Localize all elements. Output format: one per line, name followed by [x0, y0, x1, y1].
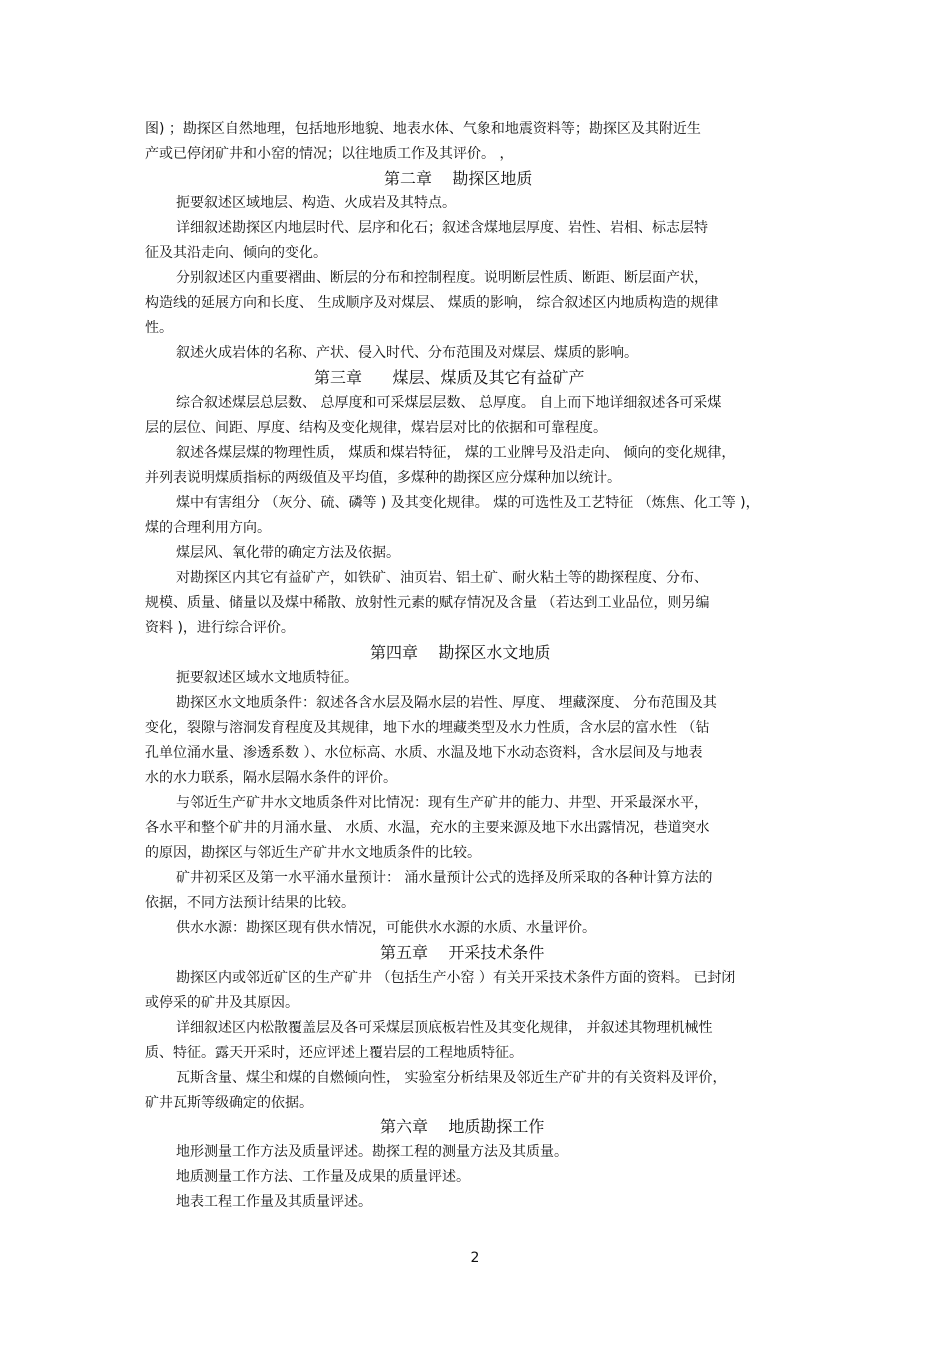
text-line: 详细叙述勘探区内地层时代、层序和化石；叙述含煤地层厚度、岩性、岩相、标志层特 — [176, 220, 708, 236]
text-line: 地形测量工作方法及质量评述。勘探工程的测量方法及其质量。 — [176, 1144, 568, 1160]
chapter-3-heading: 第三章 煤层、煤质及其它有益矿产 — [314, 368, 585, 387]
text-line: 孔单位涌水量、渗透系数 ）、水位标高、水质、水温及地下水动态资料，含水层间及与地表 — [145, 745, 703, 761]
text-line: 瓦斯含量、煤尘和煤的自燃倾向性， 实验室分析结果及邻近生产矿井的有关资料及评价， — [176, 1070, 727, 1086]
text-line: 图) ；勘探区自然地理，包括地形地貌、地表水体、气象和地震资料等；勘探区及其附近生 — [145, 121, 701, 137]
text-line: 构造线的延展方向和长度、 生成顺序及对煤层、 煤质的影响， 综合叙述区内地质构造的规律 — [145, 295, 719, 311]
text-line: 叙述火成岩体的名称、产状、侵入时代、分布范围及对煤层、煤质的影响。 — [176, 345, 638, 361]
text-line: 变化，裂隙与溶洞发育程度及其规律，地下水的埋藏类型及水力性质，含水层的富水性 （钻 — [145, 720, 710, 736]
text-line: 性。 — [145, 320, 173, 336]
text-line: 勘探区水文地质条件：叙述各含水层及隔水层的岩性、厚度、 埋藏深度、 分布范围及其 — [176, 695, 717, 711]
text-line: 对勘探区内其它有益矿产，如铁矿、油页岩、铝土矿、耐火粘土等的勘探程度、分布、 — [176, 570, 708, 586]
text-line: 依据，不同方法预计结果的比较。 — [145, 895, 355, 911]
text-line: 煤层风、氧化带的确定方法及依据。 — [176, 545, 400, 561]
chapter-5-heading: 第五章 开采技术条件 — [380, 943, 545, 962]
text-line: 水的水力联系，隔水层隔水条件的评价。 — [145, 770, 397, 786]
text-line: 煤中有害组分 （灰分、硫、磷等 ) 及其变化规律。 煤的可选性及工艺特征 （炼焦、化工等 )， — [176, 495, 760, 511]
text-line: 资料 )，进行综合评价。 — [145, 620, 295, 636]
text-line: 煤的合理利用方向。 — [145, 520, 271, 536]
text-line: 矿井瓦斯等级确定的依据。 — [145, 1095, 313, 1111]
text-line: 与邻近生产矿井水文地质条件对比情况：现有生产矿井的能力、井型、开采最深水平， — [176, 795, 708, 811]
text-line: 地质测量工作方法、工作量及成果的质量评述。 — [176, 1169, 470, 1185]
chapter-6-heading: 第六章 地质勘探工作 — [380, 1117, 545, 1136]
text-line: 产或已停闭矿井和小窑的情况；以往地质工作及其评价。 ， — [145, 146, 514, 162]
text-line: 的原因，勘探区与邻近生产矿井水文地质条件的比较。 — [145, 845, 481, 861]
chapter-4-heading: 第四章 勘探区水文地质 — [370, 643, 551, 662]
text-line: 扼要叙述区域水文地质特征。 — [176, 670, 358, 686]
text-line: 叙述各煤层煤的物理性质， 煤质和煤岩特征， 煤的工业牌号及沿走向、 倾向的变化规律， — [176, 445, 736, 461]
text-line: 矿井初采区及第一水平涌水量预计： 涌水量预计公式的选择及所采取的各种计算方法的 — [176, 870, 713, 886]
text-line: 或停采的矿井及其原因。 — [145, 995, 299, 1011]
text-line: 并列表说明煤质指标的两级值及平均值，多煤种的勘探区应分煤种加以统计。 — [145, 470, 621, 486]
text-line: 综合叙述煤层总层数、 总厚度和可采煤层层数、 总厚度。 自上而下地详细叙述各可采煤 — [176, 395, 722, 411]
text-line: 详细叙述区内松散覆盖层及各可采煤层顶底板岩性及其变化规律， 并叙述其物理机械性 — [176, 1020, 713, 1036]
text-line: 分别叙述区内重要褶曲、断层的分布和控制程度。说明断层性质、断距、断层面产状， — [176, 270, 708, 286]
page-number: 2 — [470, 1250, 480, 1266]
chapter-2-heading: 第二章 勘探区地质 — [384, 169, 533, 188]
text-line: 规模、质量、储量以及煤中稀散、放射性元素的赋存情况及含量 （若达到工业品位，则另编 — [145, 595, 710, 611]
text-line: 征及其沿走向、倾向的变化。 — [145, 245, 327, 261]
text-line: 层的层位、间距、厚度、结构及变化规律，煤岩层对比的依据和可靠程度。 — [145, 420, 607, 436]
text-line: 供水水源：勘探区现有供水情况，可能供水水源的水质、水量评价。 — [176, 920, 596, 936]
text-line: 扼要叙述区域地层、构造、火成岩及其特点。 — [176, 195, 456, 211]
text-line: 质、特征。露天开采时，还应评述上覆岩层的工程地质特征。 — [145, 1045, 523, 1061]
text-line: 各水平和整个矿井的月涌水量、 水质、水温，充水的主要来源及地下水出露情况，巷道突水 — [145, 820, 710, 836]
text-line: 勘探区内或邻近矿区的生产矿井 （包括生产小窑 ）有关开采技术条件方面的资料。 已封闭 — [176, 970, 736, 986]
text-line: 地表工程工作量及其质量评述。 — [176, 1194, 372, 1210]
